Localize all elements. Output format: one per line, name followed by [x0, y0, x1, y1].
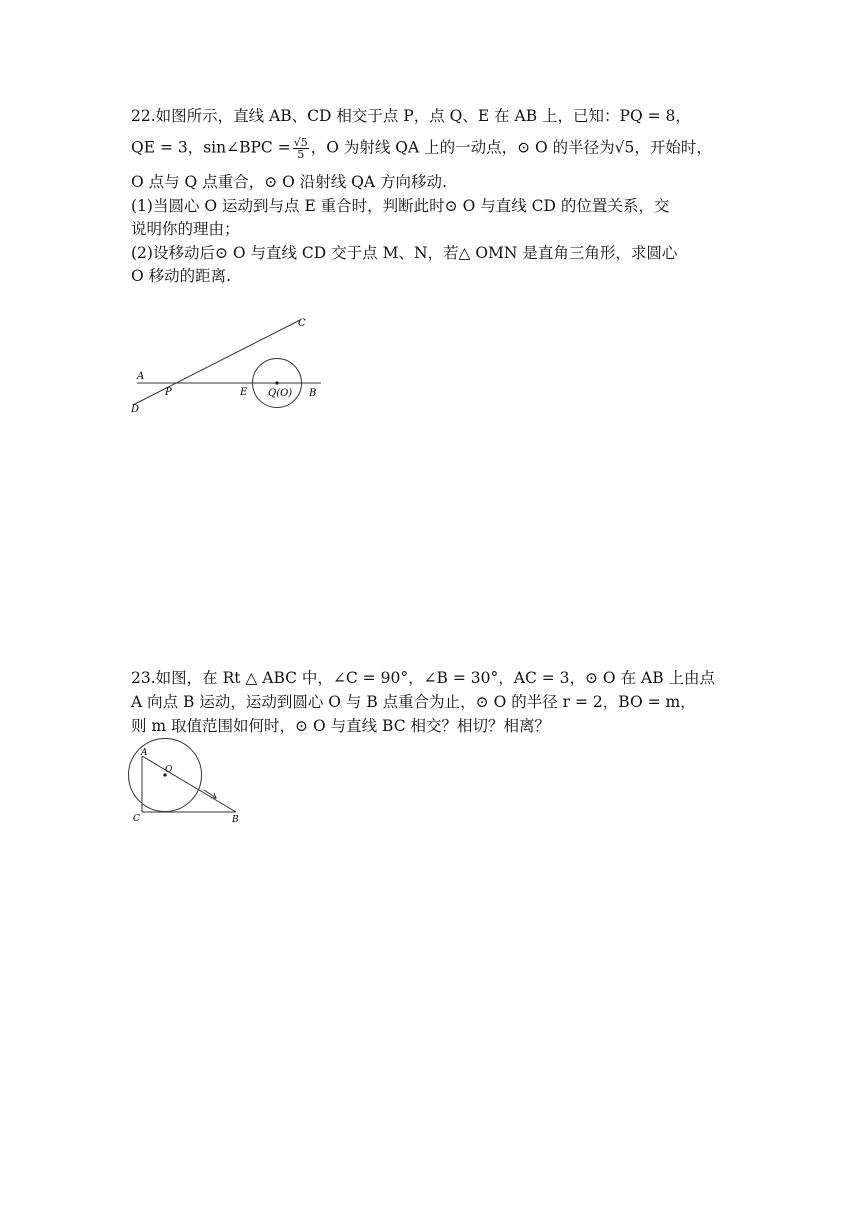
sin-fraction	[293, 137, 309, 160]
label-d: D	[131, 404, 140, 415]
label-e: E	[240, 387, 248, 398]
label-b: B	[309, 388, 317, 399]
q22-line-3: O 点与 Q 点重合，⊙ O 沿射线 QA 方向移动.	[131, 173, 447, 191]
q22-line-4: (1)当圆心 O 运动到与点 E 重合时，判断此时⊙ O 与直线 CD 的位置关系，交	[131, 197, 670, 215]
q22-line-7: O 移动的距离.	[131, 267, 232, 285]
q22-line-2	[131, 137, 712, 160]
label-a: A	[137, 371, 145, 382]
q22-line-5: 说明你的理由；	[131, 220, 240, 238]
q22-line-1: 22.如图所示，直线 AB、CD 相交于点 P，点 Q、E 在 AB 上，已知：PQ = 8，	[131, 107, 691, 125]
q22-line-6: (2)设移动后⊙ O 与直线 CD 交于点 M、N，若△ OMN 是直角三角形，求圆心	[131, 244, 678, 262]
q23-figure	[125, 738, 255, 828]
q23-line-3: 则 m 取值范围如何时，⊙ O 与直线 BC 相交？相切？相离？	[131, 717, 550, 735]
label-a: A	[141, 748, 148, 758]
q22-figure	[125, 310, 335, 420]
label-qo: Q(O)	[268, 388, 293, 399]
label-c: C	[298, 318, 306, 329]
q22-line-2-pre: QE = 3，sin∠BPC =	[131, 138, 291, 157]
fraction-numerator: √5	[293, 136, 308, 149]
label-p: P	[165, 387, 172, 398]
label-o: O	[165, 765, 173, 775]
q22-line-2-post: ，O 为射线 QA 上的一动点，⊙ O 的半径为√5，开始时，	[310, 138, 712, 157]
label-b: B	[232, 815, 239, 825]
q23-line-2: A 向点 B 运动，运动到圆心 O 与 B 点重合为止，⊙ O 的半径 r = 2，BO = m，	[131, 693, 696, 711]
center-point	[275, 381, 278, 384]
side-ab	[142, 756, 236, 812]
label-c: C	[133, 814, 140, 824]
fraction-denominator: 5	[297, 148, 305, 161]
q23-line-1: 23.如图，在 Rt △ ABC 中，∠C = 90°，∠B = 30°，AC = 3，⊙ O 在 AB 上由点	[131, 669, 716, 687]
